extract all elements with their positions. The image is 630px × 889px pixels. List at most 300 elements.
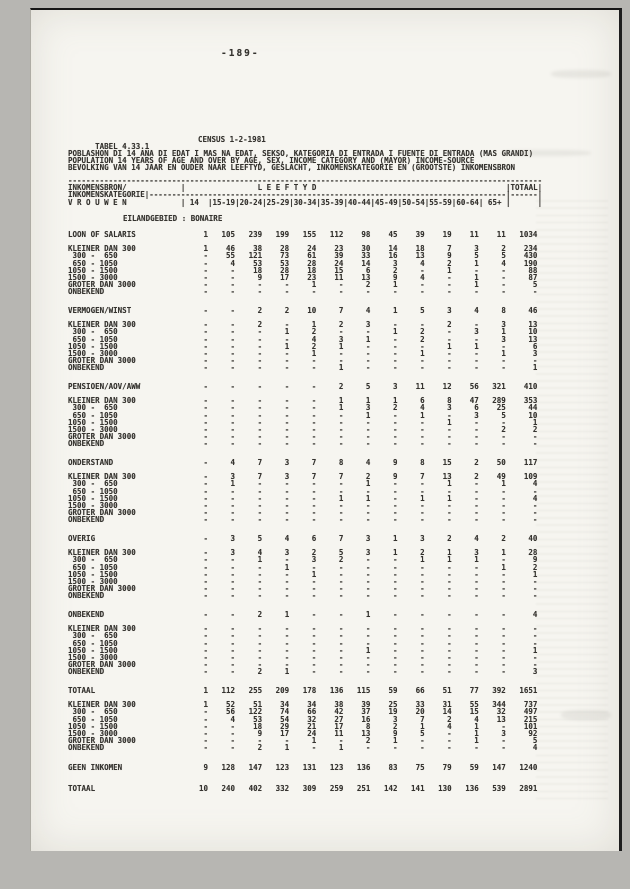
row-label: GROTER DAN 3000	[68, 280, 136, 290]
value-cell: -	[338, 348, 344, 358]
value-cell: -	[501, 569, 506, 579]
value-cell: 4	[257, 548, 263, 558]
total-cell: 28	[528, 548, 538, 558]
value-cell: -	[338, 287, 344, 297]
value-cell: 24	[307, 244, 317, 254]
value-cell: -	[203, 403, 208, 413]
value-cell: -	[501, 341, 506, 351]
value-cell: -	[420, 486, 425, 496]
value-cell: 19	[442, 230, 452, 239]
value-cell: -	[203, 287, 208, 297]
value-cell: -	[501, 356, 506, 366]
value-cell: 332	[275, 784, 290, 794]
row-label: LOON OF SALARIS	[68, 230, 136, 239]
value-cell: -	[284, 591, 290, 601]
value-cell: -	[311, 500, 317, 510]
total-cell: -	[532, 508, 538, 518]
value-cell: 1	[338, 743, 344, 753]
value-cell: 7	[338, 306, 344, 315]
value-cell: -	[230, 348, 236, 358]
value-cell: -	[230, 486, 236, 496]
value-cell: -	[420, 591, 425, 601]
table-header-line-3: V R O U W E N | 14 |15-19|20-24|25-29|30-34|35-39|40-44|45-49|50-54|55-59|60-64| 65+ | |	[68, 197, 543, 207]
value-cell: 178	[302, 686, 317, 695]
total-cell: -	[532, 584, 538, 594]
value-cell: 3	[230, 472, 236, 482]
value-cell: 50	[496, 458, 506, 467]
value-cell: 3	[365, 320, 371, 330]
value-cell: -	[420, 341, 425, 351]
value-cell: 30	[361, 244, 371, 254]
scan-smudge	[561, 710, 611, 720]
value-cell: -	[338, 591, 344, 601]
value-cell: -	[257, 280, 263, 290]
value-cell: -	[311, 667, 317, 677]
value-cell: 3	[474, 244, 479, 254]
value-cell: 5	[501, 251, 506, 261]
value-cell: 18	[307, 265, 317, 275]
value-cell: 7	[257, 458, 263, 467]
value-cell: -	[203, 472, 208, 482]
value-cell: 1	[338, 341, 344, 351]
value-cell: 155	[302, 230, 317, 239]
value-cell: -	[230, 569, 236, 579]
value-cell: -	[284, 493, 290, 503]
category-row	[68, 668, 546, 675]
category-row	[68, 592, 546, 599]
scanned-page	[30, 8, 622, 851]
value-cell: -	[338, 736, 344, 746]
scan-smudge	[551, 70, 611, 78]
value-cell: 1	[420, 493, 425, 503]
value-cell: -	[365, 743, 371, 753]
value-cell: 2	[474, 458, 479, 467]
value-cell: 2	[501, 424, 506, 434]
row-label: 1500 - 3000	[68, 728, 118, 738]
value-cell: 49	[496, 472, 506, 482]
total-cell: -	[532, 287, 538, 297]
value-cell: 4	[501, 258, 506, 268]
table-header-line-2: INKOMENSKATEGORIE|-------------------------------------------------------------------------------|------|	[68, 190, 543, 200]
value-cell: 1	[420, 721, 425, 731]
value-cell: -	[230, 417, 236, 427]
total-cell: 109	[523, 472, 538, 482]
value-cell: 9	[447, 251, 452, 261]
value-cell: 1	[501, 479, 506, 489]
value-cell: 1	[311, 320, 317, 330]
value-cell: -	[474, 562, 479, 572]
value-cell: 5	[474, 251, 479, 261]
value-cell: -	[203, 508, 208, 518]
value-cell: 39	[415, 230, 425, 239]
value-cell: 123	[329, 763, 344, 772]
value-cell: -	[447, 645, 452, 655]
value-cell: -	[365, 341, 371, 351]
value-cell: -	[203, 576, 208, 586]
value-cell: -	[501, 486, 506, 496]
value-cell: -	[474, 631, 479, 641]
value-cell: -	[420, 584, 425, 594]
value-cell: -	[501, 721, 506, 731]
category-row	[68, 364, 546, 371]
total-cell: -	[532, 660, 538, 670]
value-cell: -	[230, 493, 236, 503]
row-label: ONBEKEND	[68, 439, 105, 449]
description-line-english: POPULATION 14 YEARS OF AGE AND OVER BY AGE, SEX, INCOME CATEGORY AND (MAYOR) INCOME-SOURCE	[68, 156, 475, 166]
value-cell: 4	[230, 714, 236, 724]
value-cell: 7	[338, 534, 344, 543]
row-label: 650 - 1050	[68, 638, 118, 648]
value-cell: 1	[474, 736, 479, 746]
value-cell: 75	[415, 763, 425, 772]
value-cell: -	[203, 743, 208, 753]
value-cell: 3	[338, 334, 344, 344]
total-cell: -	[532, 631, 538, 641]
value-cell: -	[311, 660, 317, 670]
value-cell: -	[365, 576, 371, 586]
value-cell: 1	[393, 280, 398, 290]
value-cell: -	[257, 396, 263, 406]
value-cell: 1	[203, 700, 208, 710]
value-cell: 3	[501, 320, 506, 330]
value-cell: 4	[420, 258, 425, 268]
value-cell: -	[447, 327, 452, 337]
value-cell: -	[447, 562, 452, 572]
total-cell: 9	[532, 555, 538, 565]
value-cell: 66	[415, 686, 425, 695]
value-cell: 52	[226, 700, 236, 710]
value-cell: -	[230, 576, 236, 586]
value-cell: -	[420, 645, 425, 655]
value-cell: -	[230, 424, 236, 434]
value-cell: -	[420, 576, 425, 586]
value-cell: -	[311, 410, 317, 420]
total-cell: 1651	[519, 686, 538, 695]
value-cell: 6	[420, 396, 425, 406]
value-cell: 14	[442, 707, 452, 717]
row-label: GROTER DAN 3000	[68, 508, 136, 518]
value-cell: -	[203, 645, 208, 655]
value-cell: -	[257, 424, 263, 434]
row-label: 1500 - 3000	[68, 424, 118, 434]
value-cell: 539	[492, 784, 506, 794]
value-cell: 147	[248, 763, 263, 772]
value-cell: 1	[365, 396, 371, 406]
value-cell: 3	[284, 458, 290, 467]
value-cell: 13	[361, 272, 371, 282]
section-category-rows	[68, 473, 546, 523]
value-cell: -	[203, 515, 208, 525]
value-cell: 45	[388, 230, 398, 239]
value-cell: -	[284, 736, 290, 746]
total-cell: 737	[523, 700, 538, 710]
value-cell: 66	[307, 707, 317, 717]
value-cell: -	[447, 432, 452, 442]
value-cell: -	[311, 486, 317, 496]
row-label: 300 - 650	[68, 327, 118, 337]
value-cell: 15	[334, 265, 344, 275]
value-cell: -	[203, 341, 208, 351]
value-cell: 392	[492, 686, 506, 695]
category-row	[68, 288, 546, 295]
value-cell: -	[311, 515, 317, 525]
value-cell: 34	[307, 700, 317, 710]
value-cell: -	[474, 424, 479, 434]
value-cell: -	[203, 458, 208, 467]
value-cell: -	[311, 631, 317, 641]
value-cell: 18	[253, 721, 263, 731]
value-cell: 9	[257, 728, 263, 738]
value-cell: 6	[365, 265, 371, 275]
value-cell: -	[203, 320, 208, 330]
value-cell: -	[447, 424, 452, 434]
value-cell: -	[447, 356, 452, 366]
value-cell: -	[474, 569, 479, 579]
value-cell: 131	[302, 763, 317, 772]
value-cell: -	[284, 424, 290, 434]
value-cell: -	[203, 652, 208, 662]
row-label: GEEN INKOMEN	[68, 763, 123, 772]
value-cell: 16	[388, 251, 398, 261]
value-cell: -	[420, 624, 425, 634]
value-cell: 8	[365, 721, 371, 731]
row-label: PENSIOEN/AOV/AWW	[68, 382, 141, 391]
total-cell: 3	[532, 667, 538, 677]
value-cell: 29	[280, 721, 290, 731]
row-label: KLEINER DAN 300	[68, 700, 136, 710]
value-cell: 4	[474, 534, 479, 543]
value-cell: -	[230, 265, 236, 275]
row-label: 300 - 650	[68, 707, 118, 717]
value-cell: -	[311, 591, 317, 601]
value-cell: 16	[361, 714, 371, 724]
total-cell: 4	[532, 479, 538, 489]
value-cell: -	[365, 287, 371, 297]
value-cell: -	[501, 624, 506, 634]
value-cell: -	[203, 736, 208, 746]
value-cell: 2	[447, 258, 452, 268]
value-cell: 1	[284, 743, 290, 753]
row-label: ONBEKEND	[68, 667, 105, 677]
total-cell: 46	[528, 306, 538, 315]
value-cell: -	[365, 327, 371, 337]
value-cell: 4	[420, 272, 425, 282]
value-cell: -	[338, 479, 344, 489]
value-cell: -	[393, 356, 398, 366]
value-cell: 42	[334, 707, 344, 717]
value-cell: -	[230, 500, 236, 510]
value-cell: -	[311, 562, 317, 572]
value-cell: -	[447, 287, 452, 297]
value-cell: 3	[365, 548, 371, 558]
total-cell: -	[532, 486, 538, 496]
value-cell: -	[203, 707, 208, 717]
row-label: ONDERSTAND	[68, 458, 114, 467]
value-cell: 10	[307, 306, 317, 315]
value-cell: -	[311, 743, 317, 753]
value-cell: -	[284, 410, 290, 420]
value-cell: 1	[393, 306, 398, 315]
value-cell: 17	[334, 721, 344, 731]
value-cell: -	[257, 576, 263, 586]
value-cell: 1	[284, 610, 290, 619]
total-cell: 215	[523, 714, 538, 724]
value-cell: -	[257, 341, 263, 351]
value-cell: -	[284, 576, 290, 586]
value-cell: 3	[365, 534, 371, 543]
section-category-rows	[68, 701, 546, 751]
section-row	[68, 307, 546, 314]
value-cell: -	[230, 306, 236, 315]
value-cell: -	[474, 508, 479, 518]
value-cell: -	[284, 396, 290, 406]
value-cell: -	[501, 652, 506, 662]
value-cell: -	[393, 341, 398, 351]
row-label: 650 - 1050	[68, 410, 118, 420]
value-cell: -	[230, 334, 236, 344]
row-label: VERMOGEN/WINST	[68, 306, 132, 315]
value-cell: -	[474, 743, 479, 753]
value-cell: 1	[365, 610, 371, 619]
description-line-dutch: BEVOLKING VAN 14 JAAR EN OUDER NAAR LEEFTYD, GESLACHT, INKOMENSKATEGORIE EN (GROOTSTE) INKOMENSBRON	[68, 163, 516, 173]
value-cell: 74	[280, 707, 290, 717]
row-label: KLEINER DAN 300	[68, 548, 136, 558]
total-cell: -	[532, 439, 538, 449]
value-cell: -	[393, 562, 398, 572]
value-cell: 98	[361, 230, 371, 239]
row-label: GROTER DAN 3000	[68, 432, 136, 442]
value-cell: -	[311, 479, 317, 489]
value-cell: 53	[253, 258, 263, 268]
section-row	[68, 459, 546, 466]
scan-smudge	[501, 150, 591, 156]
value-cell: -	[230, 562, 236, 572]
value-cell: -	[284, 515, 290, 525]
value-cell: -	[474, 348, 479, 358]
value-cell: -	[420, 660, 425, 670]
value-cell: -	[447, 584, 452, 594]
value-cell: -	[257, 645, 263, 655]
value-cell: 32	[307, 714, 317, 724]
value-cell: -	[230, 721, 236, 731]
value-cell: 2	[311, 327, 317, 337]
value-cell: -	[230, 508, 236, 518]
row-label: KLEINER DAN 300	[68, 624, 136, 634]
value-cell: -	[284, 569, 290, 579]
value-cell: 46	[226, 244, 236, 254]
value-cell: 7	[311, 458, 317, 467]
value-cell: -	[474, 493, 479, 503]
value-cell: 9	[393, 272, 398, 282]
value-cell: 1	[447, 417, 452, 427]
value-cell: -	[203, 624, 208, 634]
value-cell: 5	[257, 534, 263, 543]
section-row	[68, 611, 546, 618]
value-cell: -	[257, 660, 263, 670]
value-cell: -	[257, 410, 263, 420]
category-row	[68, 440, 546, 447]
value-cell: 83	[388, 763, 398, 772]
value-cell: 136	[329, 686, 344, 695]
value-cell: -	[338, 645, 344, 655]
value-cell: 1	[203, 244, 208, 254]
value-cell: -	[501, 736, 506, 746]
description-line-papiamento: POBLASHON DI 14 ANA DI EDAT I MAS NA EDAT, SEKSO, KATEGORIA DI ENTRADA I FUENTE DI ENTRADA (MAS GRANDI)	[68, 149, 534, 158]
total-cell: 190	[523, 258, 538, 268]
value-cell: 3	[284, 548, 290, 558]
value-cell: -	[203, 714, 208, 724]
table-ref: TABEL 4.33.1	[95, 142, 150, 152]
value-cell: 1	[203, 230, 208, 239]
value-cell: 2	[338, 555, 344, 565]
value-cell: -	[311, 356, 317, 366]
value-cell: 1	[501, 562, 506, 572]
value-cell: 136	[465, 784, 479, 794]
value-cell: 56	[226, 707, 236, 717]
value-cell: -	[501, 667, 506, 677]
value-cell: -	[474, 287, 479, 297]
value-cell: -	[393, 479, 398, 489]
total-cell: -	[532, 652, 538, 662]
value-cell: -	[474, 265, 479, 275]
value-cell: 9	[257, 272, 263, 282]
value-cell: -	[257, 515, 263, 525]
total-cell: 2891	[519, 784, 538, 794]
value-cell: 2	[284, 306, 290, 315]
value-cell: 27	[334, 714, 344, 724]
value-cell: -	[338, 486, 344, 496]
value-cell: -	[311, 610, 317, 619]
value-cell: 2	[393, 265, 398, 275]
total-cell: -	[532, 638, 538, 648]
data-table	[68, 231, 546, 792]
value-cell: -	[501, 743, 506, 753]
value-cell: 25	[496, 403, 506, 413]
value-cell: -	[365, 562, 371, 572]
value-cell: -	[284, 508, 290, 518]
value-cell: -	[257, 382, 263, 391]
value-cell: 53	[280, 258, 290, 268]
value-cell: 7	[311, 472, 317, 482]
value-cell: -	[284, 417, 290, 427]
value-cell: -	[501, 555, 506, 565]
row-label: OVERIG	[68, 534, 96, 543]
value-cell: 53	[253, 714, 263, 724]
value-cell: 19	[388, 707, 398, 717]
value-cell: 3	[284, 472, 290, 482]
value-cell: 39	[361, 700, 371, 710]
value-cell: -	[338, 576, 344, 586]
value-cell: 6	[474, 403, 479, 413]
value-cell: -	[338, 660, 344, 670]
value-cell: 1	[203, 686, 208, 695]
value-cell: -	[338, 432, 344, 442]
value-cell: -	[338, 631, 344, 641]
value-cell: -	[230, 410, 236, 420]
value-cell: -	[447, 638, 452, 648]
value-cell: -	[338, 515, 344, 525]
value-cell: -	[311, 638, 317, 648]
row-label: KLEINER DAN 300	[68, 320, 136, 330]
value-cell: 56	[469, 382, 479, 391]
value-cell: -	[447, 569, 452, 579]
value-cell: -	[501, 417, 506, 427]
table-description	[68, 150, 533, 172]
value-cell: 11	[415, 382, 425, 391]
value-cell: -	[257, 562, 263, 572]
value-cell: -	[257, 363, 263, 373]
value-cell: 4	[365, 306, 371, 315]
